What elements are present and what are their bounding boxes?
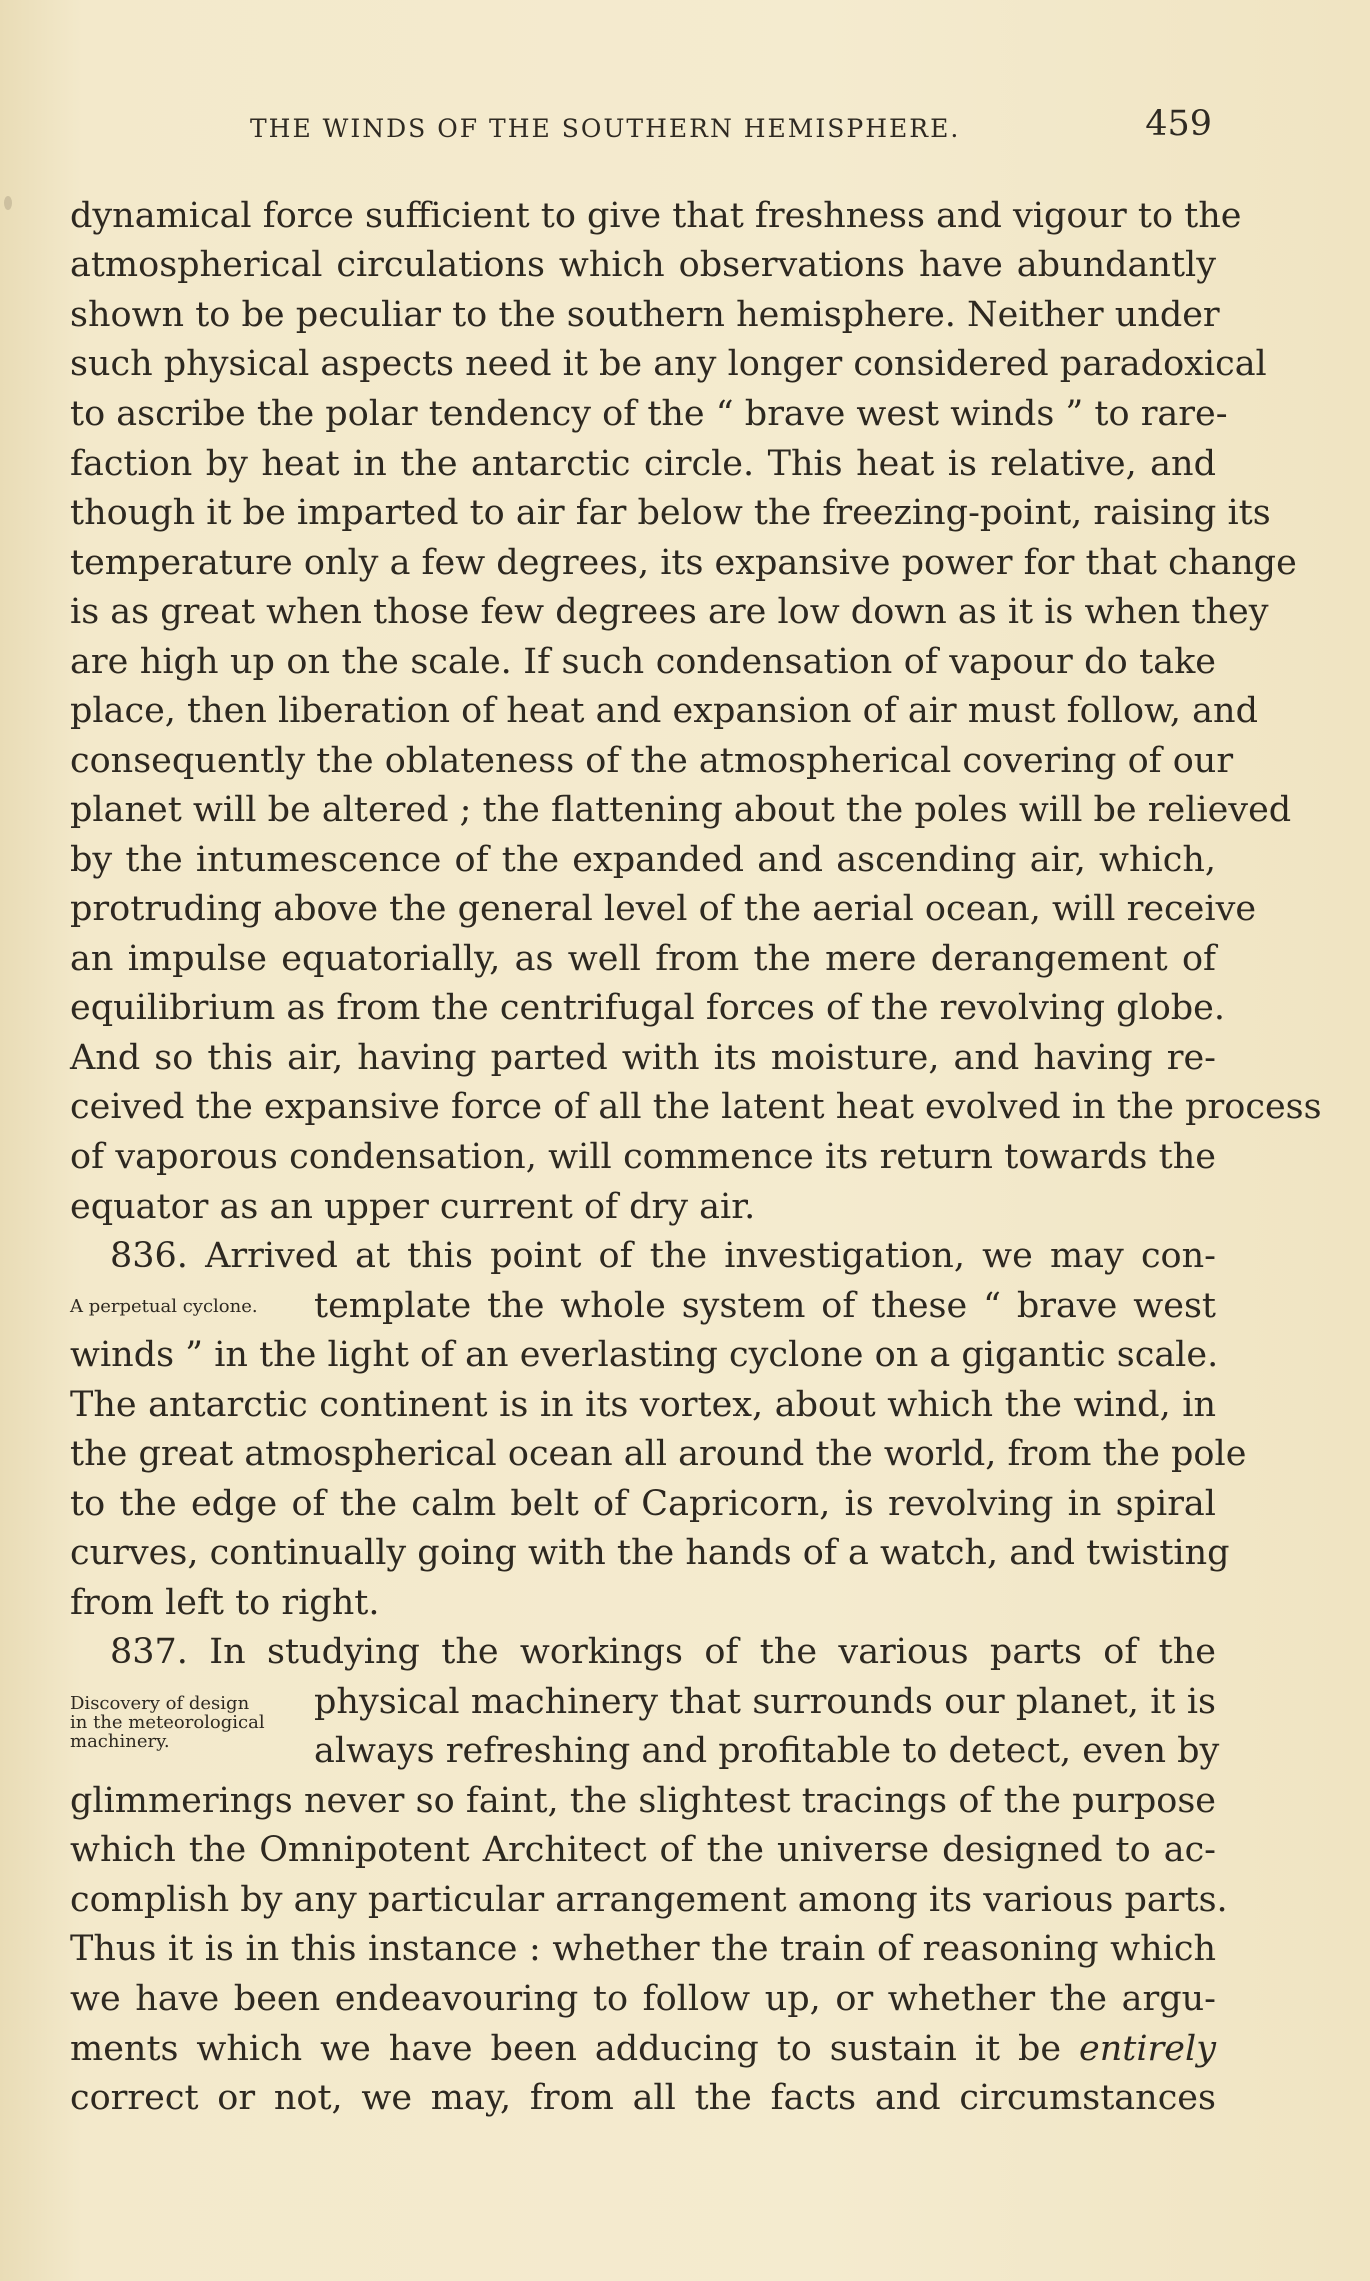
text-line-14: by the intumescence of the expanded and ascending air, which, xyxy=(70,840,1216,880)
text-line-35: complish by any particular arrangement among its various parts. xyxy=(70,1880,1228,1920)
sidenote-discovery-3: machinery. xyxy=(70,1731,170,1752)
text-line-10: are high up on the scale. If such condensation of vapour do take xyxy=(70,642,1216,682)
text-line-38-main: ments which we have been adducing to sustain it be xyxy=(70,2029,1062,2069)
text-line-16: an impulse equatorially, as well from the mere derangement of xyxy=(70,939,1216,979)
text-line-36: Thus it is in this instance : whether the train of reasoning which xyxy=(70,1929,1216,1969)
text-line-13: planet will be altered ; the flattening about the poles will be relieved xyxy=(70,790,1292,830)
sidenote-perpetual-cyclone: A perpetual cyclone. xyxy=(70,1296,258,1317)
text-line-6: faction by heat in the antarctic circle. This heat is relative, and xyxy=(70,444,1216,484)
text-line-28: curves, continually going with the hands of a watch, and twisting xyxy=(70,1533,1230,1573)
text-line-32: always refreshing and profitable to detect, even by xyxy=(314,1731,1220,1771)
text-line-15: protruding above the general level of the aerial ocean, will receive xyxy=(70,889,1257,929)
text-line-7: though it be imparted to air far below the freezing-point, raising its xyxy=(70,493,1271,533)
sidenote-discovery-2: in the meteorological xyxy=(70,1712,265,1733)
text-line-27: to the edge of the calm belt of Capricorn, is revolving in spiral xyxy=(70,1484,1216,1524)
text-line-3: shown to be peculiar to the southern hemisphere. Neither under xyxy=(70,295,1220,335)
text-line-31: physical machinery that surrounds our planet, it is xyxy=(314,1682,1216,1722)
ink-smudge xyxy=(4,196,12,210)
sidenote-discovery-1: Discovery of design xyxy=(70,1693,250,1714)
text-line-33: glimmerings never so faint, the slightest tracings of the purpose xyxy=(70,1781,1216,1821)
text-line-5: to ascribe the polar tendency of the “ brave west winds ” to rare- xyxy=(70,394,1228,434)
text-line-25: The antarctic continent is in its vortex, about which the wind, in xyxy=(70,1385,1216,1425)
text-line-29: from left to right. xyxy=(70,1583,380,1623)
page-header xyxy=(70,104,1210,154)
text-line-38 xyxy=(70,2024,1216,2074)
text-line-12: consequently the oblateness of the atmospherical covering of our xyxy=(70,741,1234,781)
text-line-20: of vaporous condensation, will commence its return towards the xyxy=(70,1137,1216,1177)
emphasis-entirely: entirely xyxy=(1079,2029,1216,2069)
paragraph-837-start: 837. In studying the workings of the various parts of the xyxy=(110,1632,1216,1672)
text-line-17: equilibrium as from the centrifugal forces of the revolving globe. xyxy=(70,988,1226,1028)
paragraph-836-start: 836. Arrived at this point of the investigation, we may con- xyxy=(110,1236,1216,1276)
text-line-39: correct or not, we may, from all the facts and circumstances xyxy=(70,2078,1216,2118)
text-line-2: atmospherical circulations which observations have abundantly xyxy=(70,245,1216,285)
page-number: 459 xyxy=(1145,104,1212,144)
text-line-11: place, then liberation of heat and expansion of air must follow, and xyxy=(70,691,1258,731)
text-line-4: such physical aspects need it be any longer considered paradoxical xyxy=(70,344,1267,384)
text-line-18: And so this air, having parted with its moisture, and having re- xyxy=(70,1038,1216,1078)
text-line-24: winds ” in the light of an everlasting cyclone on a gigantic scale. xyxy=(70,1335,1219,1375)
text-line-9: is as great when those few degrees are low down as it is when they xyxy=(70,592,1269,632)
text-line-19: ceived the expansive force of all the latent heat evolved in the process xyxy=(70,1087,1322,1127)
text-line-8: temperature only a few degrees, its expansive power for that change xyxy=(70,543,1297,583)
running-title: THE WINDS OF THE SOUTHERN HEMISPHERE. xyxy=(250,114,961,143)
text-line-37: we have been endeavouring to follow up, or whether the argu- xyxy=(70,1979,1216,2019)
text-line-21: equator as an upper current of dry air. xyxy=(70,1187,756,1227)
text-line-1: dynamical force sufficient to give that freshness and vigour to the xyxy=(70,196,1242,236)
text-line-34: which the Omnipotent Architect of the universe designed to ac- xyxy=(70,1830,1216,1870)
text-line-26: the great atmospherical ocean all around the world, from the pole xyxy=(70,1434,1247,1474)
text-line-23: template the whole system of these “ brave west xyxy=(314,1286,1216,1326)
